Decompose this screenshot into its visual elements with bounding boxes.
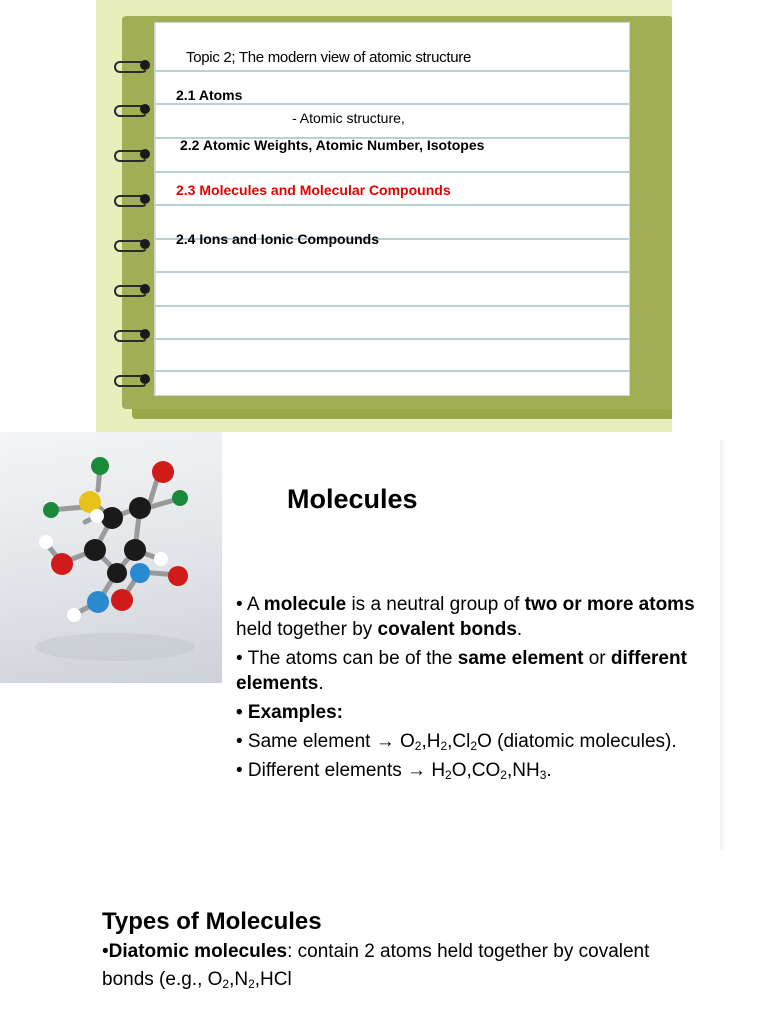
subscript: 2 bbox=[470, 739, 478, 753]
subscript: 2 bbox=[440, 739, 448, 753]
text-run-bold: two or more atoms bbox=[524, 594, 695, 615]
text-run: ,NH bbox=[506, 760, 540, 781]
paper-rule bbox=[155, 338, 629, 340]
molecule-model-photo bbox=[0, 432, 222, 683]
section-title-types: Types of Molecules bbox=[102, 908, 322, 935]
text-run: O,CO bbox=[451, 760, 501, 781]
subscript: 2 bbox=[222, 977, 230, 991]
paper-rule bbox=[155, 204, 629, 206]
subscript: 2 bbox=[414, 739, 422, 753]
bullet-list bbox=[236, 592, 716, 787]
slide-title: Molecules bbox=[287, 484, 418, 514]
slide-topic-outline bbox=[96, 0, 672, 432]
spiral-binding-ring-icon bbox=[112, 371, 154, 387]
outline-subitem-atomic-structure: - Atomic structure, bbox=[292, 110, 405, 126]
text-run: . bbox=[318, 673, 324, 694]
paper-rule bbox=[155, 370, 629, 372]
bullet-definition bbox=[236, 592, 716, 642]
text-run: . bbox=[546, 760, 552, 781]
spiral-binding-ring-icon bbox=[112, 236, 154, 252]
text-run-bold: covalent bonds bbox=[377, 619, 517, 640]
text-run-bold: same element bbox=[457, 648, 584, 669]
paper-rule bbox=[155, 305, 629, 307]
text-run: is a neutral group of bbox=[346, 594, 525, 615]
subscript: 3 bbox=[539, 768, 547, 782]
text-run: • The atoms can be of the bbox=[236, 648, 458, 669]
spiral-binding-ring-icon bbox=[112, 281, 154, 297]
text-run-bold: different elements bbox=[236, 648, 687, 694]
spiral-binding-ring-icon bbox=[112, 57, 154, 73]
paper-rule bbox=[155, 103, 629, 105]
text-run: • Same element → O bbox=[236, 731, 415, 752]
bullet-different-elements bbox=[236, 758, 716, 783]
outline-item-atoms: 2.1 Atoms bbox=[176, 87, 243, 103]
spiral-binding-ring-icon bbox=[112, 101, 154, 117]
text-run: or bbox=[583, 648, 611, 669]
paper-rule bbox=[155, 271, 629, 273]
text-run: . bbox=[516, 619, 523, 640]
text-run-bold: Diatomic molecules bbox=[108, 941, 288, 962]
subscript: 2 bbox=[500, 768, 507, 782]
molecule-model-icon bbox=[0, 432, 222, 683]
outline-item-atomic-weights: 2.2 Atomic Weights, Atomic Number, Isotopes bbox=[180, 137, 485, 153]
text-run: held together by bbox=[236, 619, 378, 640]
slide-molecules bbox=[0, 432, 720, 858]
outline-item-molecules-highlighted: 2.3 Molecules and Molecular Compounds bbox=[176, 182, 451, 198]
notebook-paper bbox=[154, 22, 630, 396]
text-run: O (diatomic molecules). bbox=[477, 731, 677, 752]
outline-title: Topic 2; The modern view of atomic structure bbox=[186, 49, 471, 66]
text-run: • bbox=[102, 941, 109, 962]
text-run: ,H bbox=[421, 731, 441, 752]
text-run: • A bbox=[236, 594, 264, 615]
text-run-bold: • Examples: bbox=[236, 702, 343, 723]
subscript: 2 bbox=[445, 768, 452, 782]
spiral-binding-ring-icon bbox=[112, 146, 154, 162]
paper-rule bbox=[155, 70, 629, 72]
bullet-elements bbox=[236, 646, 716, 696]
spiral-binding-ring-icon bbox=[112, 326, 154, 342]
paper-rule bbox=[155, 171, 629, 173]
text-run: ,Cl bbox=[447, 731, 471, 752]
spiral-binding-ring-icon bbox=[112, 191, 154, 207]
text-run: ,N bbox=[229, 969, 249, 990]
subscript: 2 bbox=[248, 977, 255, 991]
text-run: : contain 2 atoms held together by covalent bonds (e.g., O bbox=[102, 941, 650, 990]
text-run-bold: molecule bbox=[263, 594, 347, 615]
text-run: ,HCl bbox=[254, 969, 292, 990]
outline-item-ions: 2.4 Ions and Ionic Compounds bbox=[176, 231, 380, 247]
bullet-same-element bbox=[236, 729, 716, 754]
text-run: • Different elements → H bbox=[236, 760, 446, 781]
bullet-examples-heading bbox=[236, 700, 716, 725]
types-paragraph bbox=[102, 938, 662, 994]
